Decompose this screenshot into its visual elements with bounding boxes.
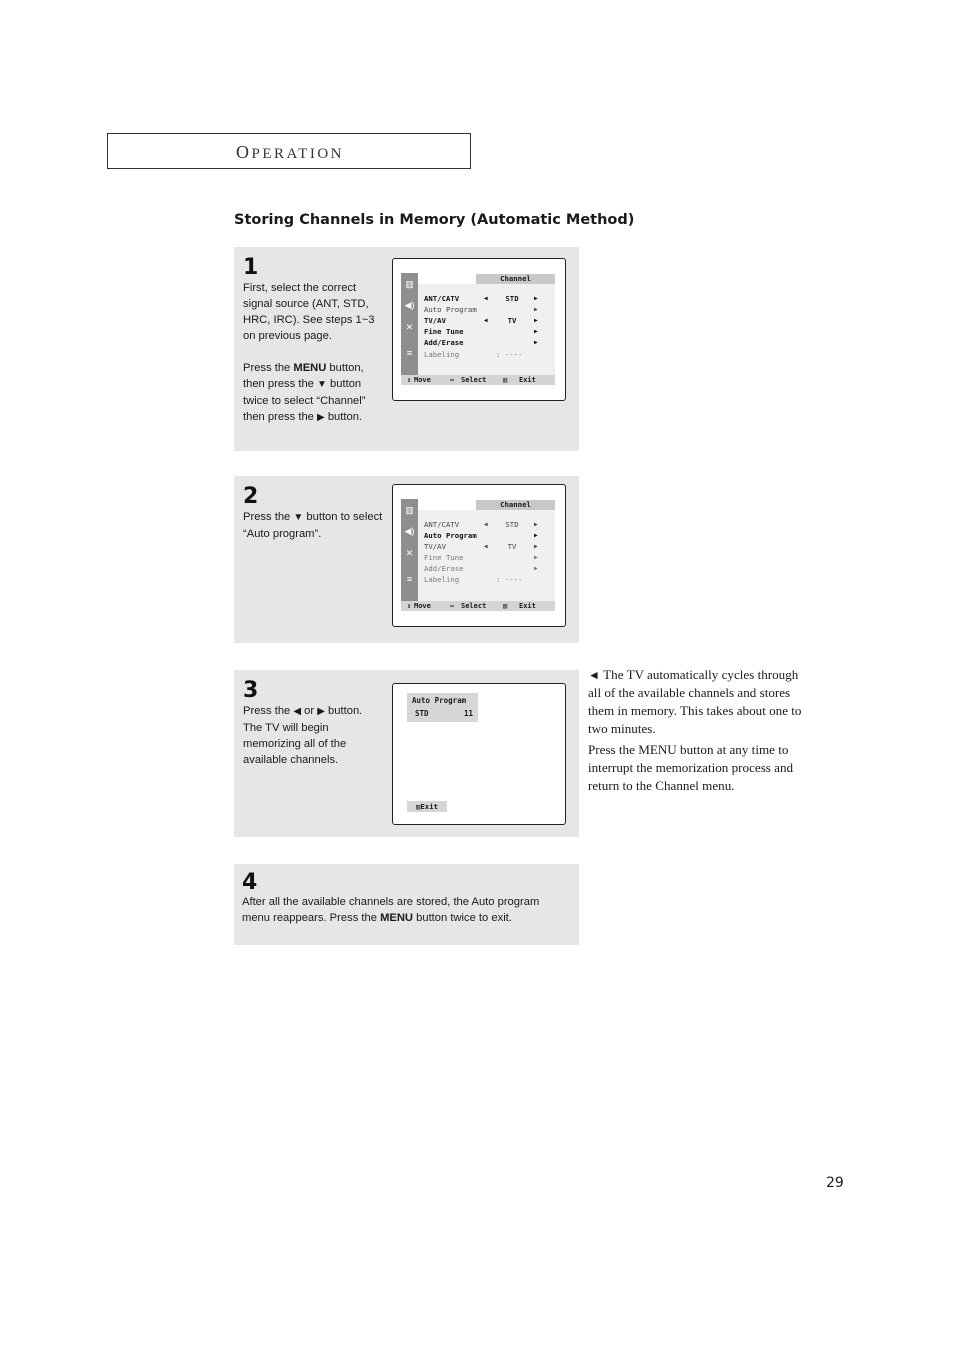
- left-right-arrow-icon: ⇔: [450, 602, 455, 610]
- osd-title: Channel: [476, 500, 555, 510]
- left-arrow-icon: ◀: [484, 521, 488, 528]
- osd-row: TV/AV ◀ TV ▶: [424, 316, 538, 325]
- tv-screen: [392, 484, 566, 627]
- step-2-panel: [234, 476, 579, 643]
- menu-button-label: MENU: [380, 912, 414, 924]
- side-note-para-2: Press the MENU button at any time to interrupt the memorization process and return to the Channel menu.: [588, 742, 794, 793]
- osd-footer: ⇕ Move ⇔ Select ▥ Exit: [401, 375, 555, 385]
- osd-row: Labeling : ----: [424, 350, 523, 359]
- sound-icon: ◀): [404, 526, 415, 536]
- right-arrow-icon: ▶: [534, 521, 538, 528]
- right-arrow-icon: ▶: [534, 295, 538, 302]
- step-number: 2: [243, 484, 259, 509]
- left-arrow-icon: ◀: [293, 706, 302, 717]
- step-1-text: [243, 280, 383, 426]
- osd-menu: [418, 284, 555, 381]
- menu-icon: ▥: [416, 802, 421, 811]
- right-arrow-icon: ▶: [534, 532, 538, 539]
- side-note-para-1: ◄ The TV automatically cycles through all of the available channels and stores them in memory. This takes about one to two minutes.: [588, 667, 802, 736]
- step-4-panel: [234, 864, 579, 945]
- menu-button-label: MENU: [638, 742, 677, 757]
- section-header: [107, 133, 471, 169]
- osd-row: Add/Erase ▶: [424, 338, 538, 347]
- osd-icon-column: [401, 499, 418, 607]
- osd-row: ANT/CATV ◀ STD ▶: [424, 294, 538, 303]
- osd-footer: ⇕ Move ⇔ Select ▥ Exit: [401, 601, 555, 611]
- tv-screen: [392, 683, 566, 825]
- up-down-arrow-icon: ⇕: [407, 376, 412, 384]
- left-arrow-icon: ◀: [484, 317, 488, 324]
- picture-icon: ▥: [405, 279, 414, 289]
- up-down-arrow-icon: ⇕: [407, 602, 412, 610]
- right-arrow-icon: ▶: [534, 328, 538, 335]
- right-arrow-icon: ▶: [534, 543, 538, 550]
- osd-row-selected: Auto Program ▶: [424, 531, 538, 540]
- osd-menu: [418, 510, 555, 607]
- section-title: OPERATION: [235, 142, 344, 162]
- setup-icon: ≡: [406, 348, 413, 358]
- osd-row: Labeling : ----: [424, 575, 523, 584]
- step-3-text: Press the ◀ or ▶ button. The TV will begin memorizing all of the available channels.: [243, 705, 363, 766]
- menu-button-label: MENU: [293, 362, 327, 374]
- picture-icon: ▥: [405, 505, 414, 515]
- osd-row: Add/Erase ▶: [424, 564, 538, 573]
- menu-icon: ▥: [503, 376, 508, 384]
- osd-row: Fine Tune ▶: [424, 327, 538, 336]
- step-3-panel: [234, 670, 579, 837]
- left-right-arrow-icon: ⇔: [450, 376, 455, 384]
- step-1-para-2: Press the MENU button, then press the ▼ button twice to select “Channel” then press the ▶ button.: [243, 362, 366, 423]
- tv-screen: [392, 258, 566, 401]
- step-number: 4: [242, 870, 258, 895]
- sound-icon: ◀): [404, 300, 415, 310]
- setup-icon: ≡: [406, 574, 413, 584]
- auto-program-box: Auto Program STD 11: [407, 693, 478, 722]
- step-1-panel: [234, 247, 579, 451]
- osd-title: Channel: [476, 274, 555, 284]
- right-arrow-icon: ▶: [534, 554, 538, 561]
- osd-row: Auto Program ▶: [424, 305, 538, 314]
- step-4-text: After all the available channels are stored, the Auto program menu reappears. Press the MENU button twice to exit.: [242, 896, 540, 924]
- pointer-arrow-icon: ◄: [588, 668, 600, 682]
- down-arrow-icon: ▼: [293, 512, 304, 523]
- step-number: 1: [243, 255, 259, 280]
- page-number: 29: [826, 1175, 844, 1191]
- step-2-text: Press the ▼ button to select “Auto program”.: [243, 511, 383, 540]
- right-arrow-icon: ▶: [534, 317, 538, 324]
- antenna-icon: ✕: [405, 322, 414, 332]
- antenna-icon: ✕: [405, 548, 414, 558]
- right-arrow-icon: ▶: [317, 412, 325, 423]
- step-1-para-1: First, select the correct signal source (ANT, STD, HRC, IRC). See steps 1~3 on previous page.: [243, 282, 375, 342]
- side-note: [588, 666, 813, 795]
- osd-row: TV/AV ◀ TV ▶: [424, 542, 538, 551]
- right-arrow-icon: ▶: [534, 306, 538, 313]
- page-title: Storing Channels in Memory (Automatic Method): [234, 212, 635, 228]
- channel-number: 11: [464, 709, 474, 718]
- osd-row: Fine Tune ▶: [424, 553, 538, 562]
- step-number: 3: [243, 678, 259, 703]
- right-arrow-icon: ▶: [317, 706, 325, 717]
- osd-icon-column: [401, 273, 418, 381]
- menu-icon: ▥: [503, 602, 508, 610]
- right-arrow-icon: ▶: [534, 565, 538, 572]
- right-arrow-icon: ▶: [534, 339, 538, 346]
- osd-row: ANT/CATV ◀ STD ▶: [424, 520, 538, 529]
- left-arrow-icon: ◀: [484, 295, 488, 302]
- left-arrow-icon: ◀: [484, 543, 488, 550]
- down-arrow-icon: ▼: [317, 379, 327, 390]
- exit-tag: ▥Exit: [407, 801, 447, 812]
